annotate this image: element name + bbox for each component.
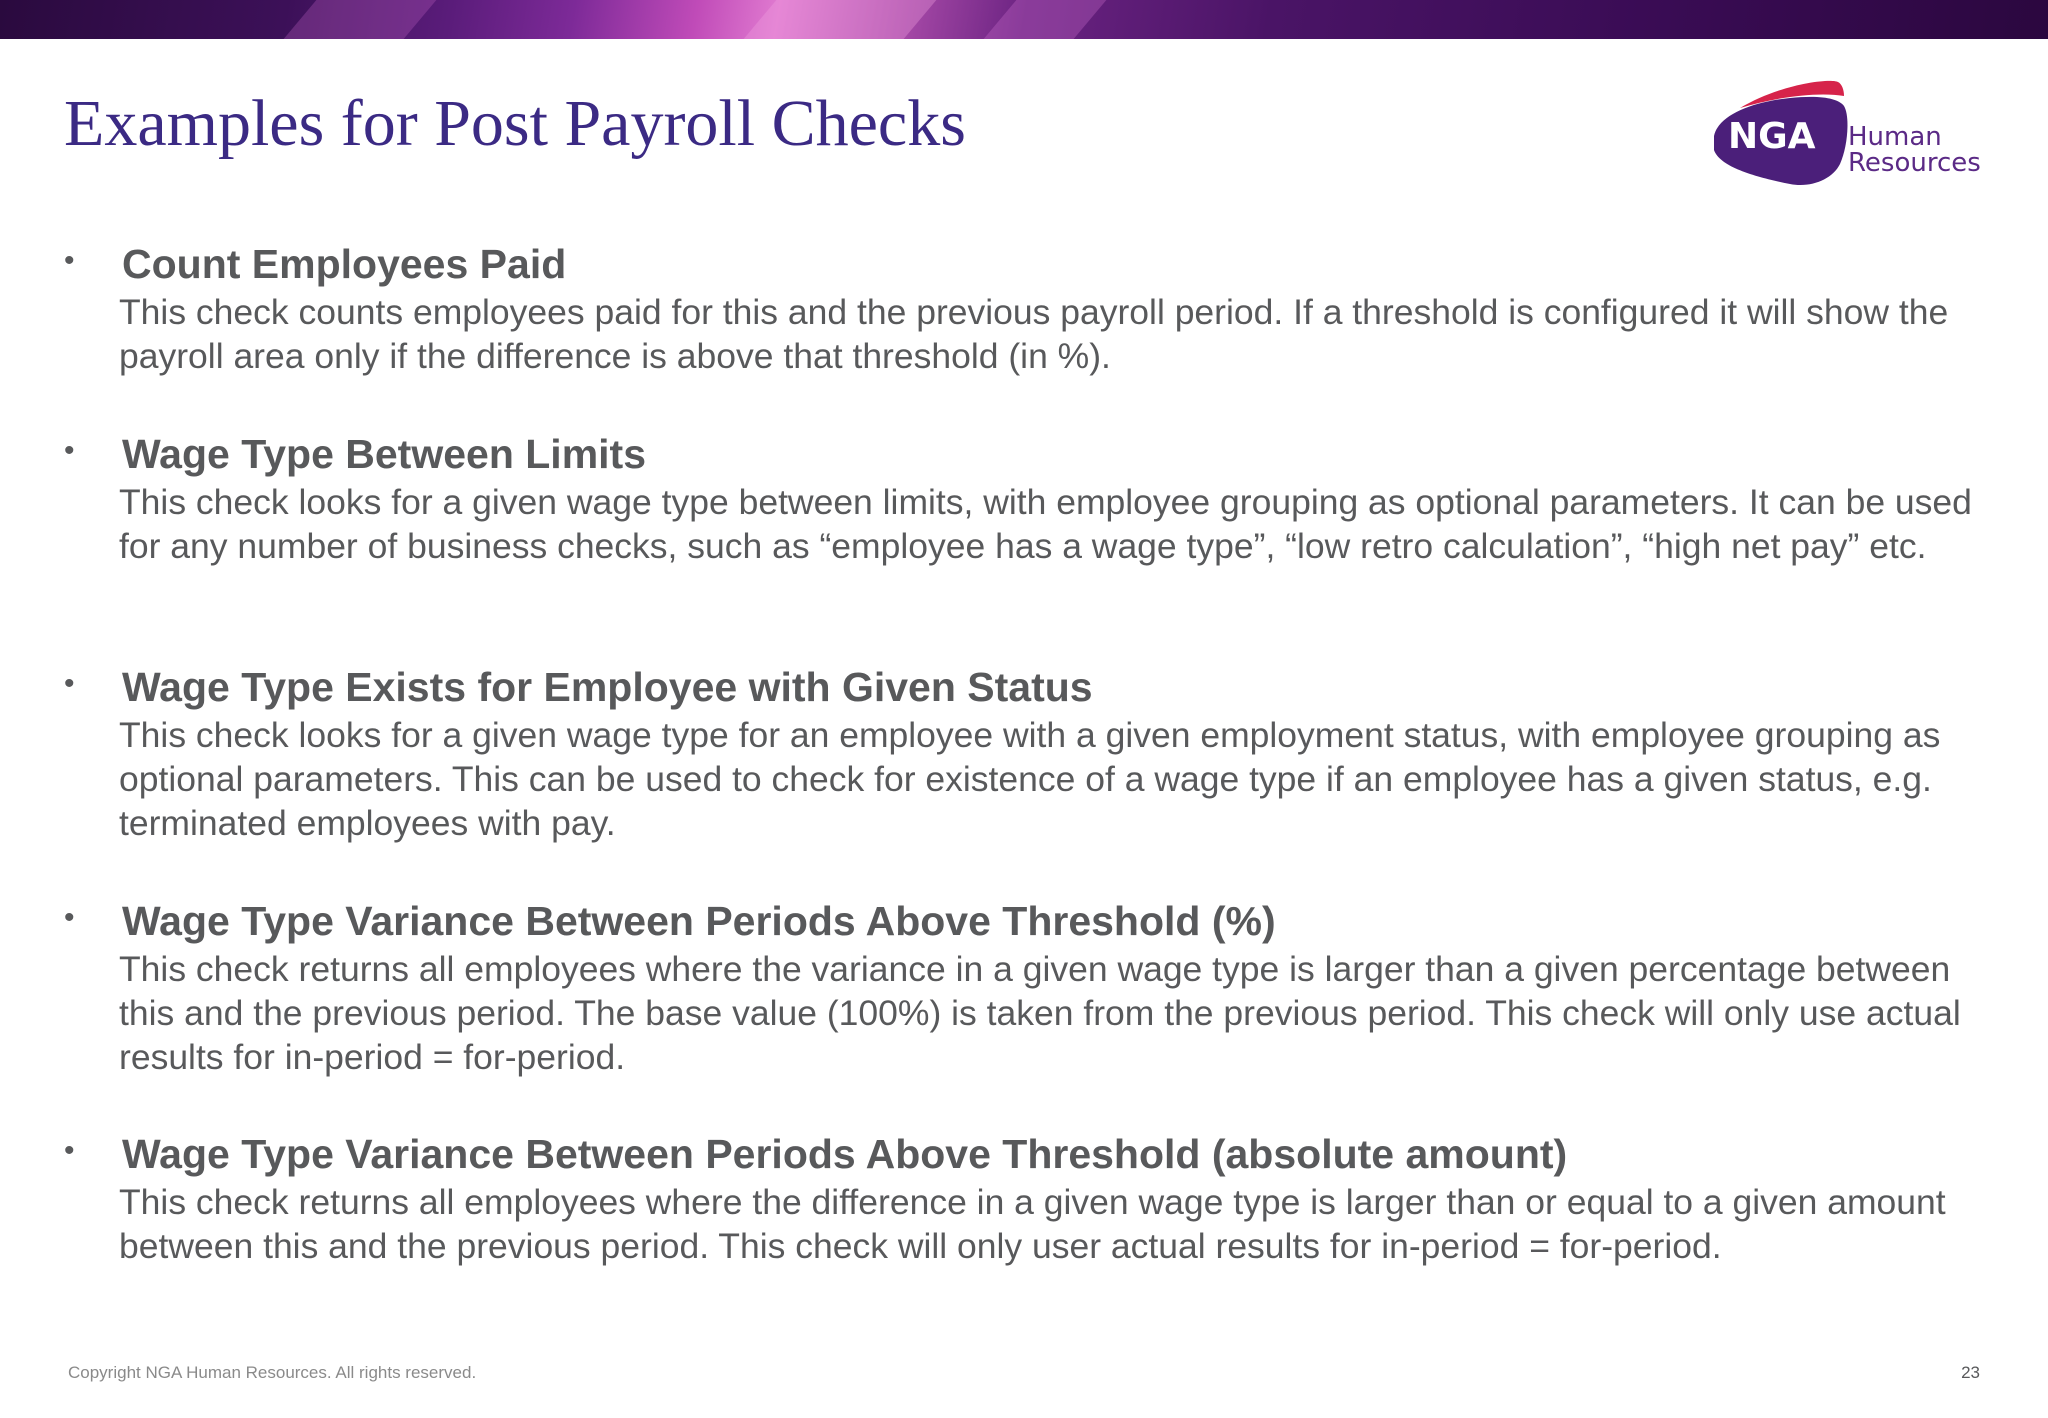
item-description: This check returns all employees where the difference in a given wage type is larger than or equal to a given amount between this and the previous period. This check will only user actual results for in-period = for-period. (119, 1182, 1946, 1266)
bullet-icon: • (64, 667, 75, 700)
logo-wordmark (1848, 124, 1981, 176)
banner-streak (744, 0, 937, 39)
bullet-icon: • (64, 1134, 75, 1167)
item-description: This check returns all employees where the variance in a given wage type is larger than a given percentage between this and the previous period. The base value (100%) is taken from the previous period. This check will only use actual results for in-period = for-period. (119, 949, 1961, 1077)
top-banner (0, 0, 2048, 39)
bullet-icon: • (64, 901, 75, 934)
item-title: Wage Type Variance Between Periods Above Threshold (absolute amount) (122, 1131, 1568, 1177)
logo-wordmark-line2: Resources (1848, 148, 1981, 178)
page-number: 23 (1961, 1363, 1980, 1382)
item-description: This check looks for a given wage type between limits, with employee grouping as optional parameters. It can be used for any number of business checks, such as “employee has a wage type”, “low retro calculation”, “high net pay” etc. (119, 482, 1972, 566)
slide-title: Examples for Post Payroll Checks (64, 87, 966, 160)
item-title: Wage Type Between Limits (122, 431, 646, 477)
item-title: Wage Type Variance Between Periods Above Threshold (%) (122, 898, 1276, 944)
item-title: Count Employees Paid (122, 241, 567, 287)
footer-copyright: Copyright NGA Human Resources. All rights reserved. (68, 1363, 477, 1382)
item-title: Wage Type Exists for Employee with Given Status (122, 664, 1093, 710)
item-description: This check looks for a given wage type for an employee with a given employment status, with employee grouping as optional parameters. This can be used to check for existence of a wage type if an employee has a given status, e.g. terminated employees with pay. (119, 715, 1941, 843)
logo-wordmark-line1: Human (1848, 122, 1942, 152)
bullet-icon: • (64, 434, 75, 467)
item-description: This check counts employees paid for this and the previous payroll period. If a threshold is configured it will show the payroll area only if the difference is above that threshold (in %). (119, 292, 1949, 376)
banner-streak (984, 0, 1107, 39)
banner-streak (284, 0, 437, 39)
logo-mark-text: NGA (1728, 116, 1816, 157)
bullet-icon: • (64, 244, 75, 277)
